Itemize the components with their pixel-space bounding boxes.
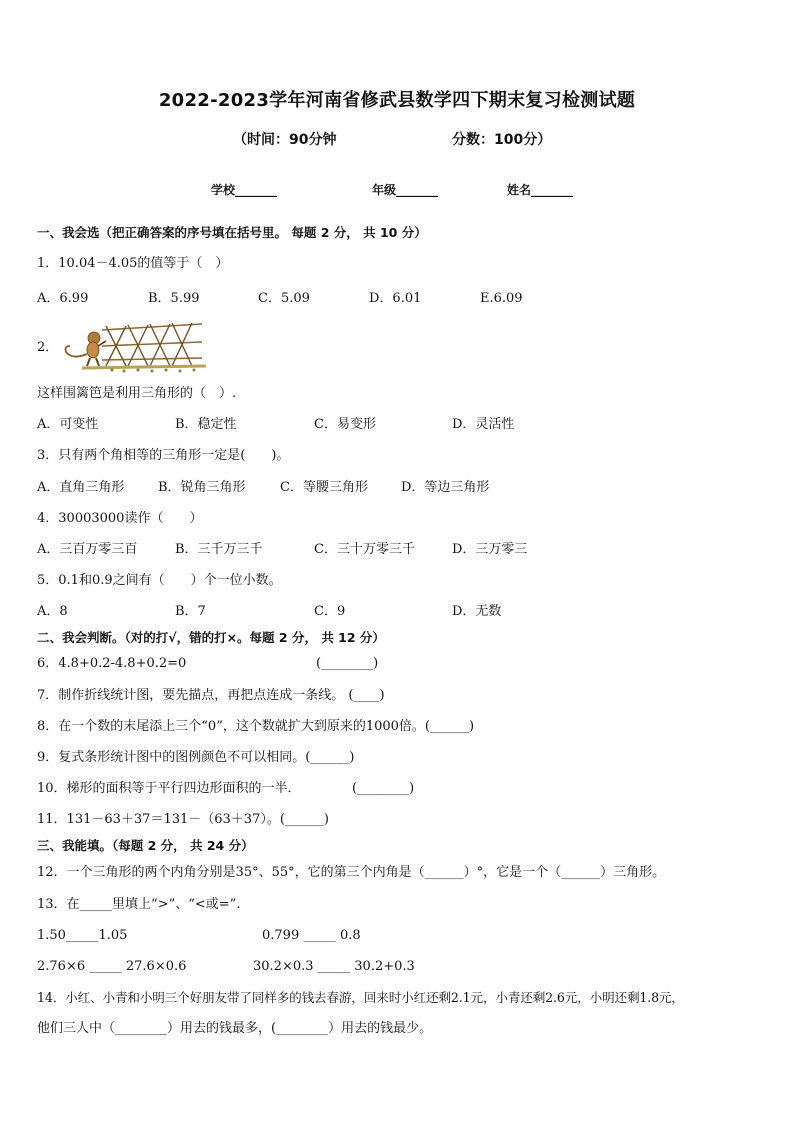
fence-illustration — [62, 316, 208, 374]
q5-option-c: C．9 — [314, 604, 346, 619]
q2-option-c: C．易变形 — [314, 417, 376, 432]
school-field[interactable]: 学校_______ — [211, 183, 278, 197]
q1-option-b: B．5.99 — [148, 291, 200, 306]
q2-option-b: B．稳定性 — [175, 417, 237, 432]
question-7: 7．制作折线统计图，要先描点，再把点连成一条线。 (____) — [37, 688, 385, 703]
q13-compare-3[interactable]: 2.76×6 _____ 27.6×0.6 — [37, 959, 187, 974]
q5-option-b: B．7 — [175, 604, 206, 619]
q5-option-d: D．无数 — [452, 604, 502, 619]
section-3-heading: 三、我能填。（每题 2 分， 共 24 分） — [37, 838, 254, 853]
question-10: 10．梯形的面积等于平行四边形面积的一半． — [37, 781, 301, 796]
question-6: 6．4.8+0.2-4.8+0.2=0 — [37, 656, 187, 671]
name-field[interactable]: 姓名_______ — [507, 183, 574, 197]
question-2: 这样围篱笆是利用三角形的（ ）. — [37, 386, 237, 401]
time-label: （时间：90分钟 — [233, 132, 337, 148]
q1-option-a: A．6.99 — [37, 291, 89, 306]
q3-option-a: A．直角三角形 — [37, 480, 125, 495]
question-12: 12．一个三角形的两个内角分别是35°、55°，它的第三个内角是（______）°，它是一个（______）三角形。 — [37, 865, 666, 880]
q10-answer-blank[interactable]: (________) — [352, 781, 415, 796]
q2-option-d: D．灵活性 — [452, 417, 515, 432]
q4-option-a: A．三百万零三百 — [37, 542, 138, 557]
section-1-heading: 一、我会选（把正确答案的序号填在括号里。 每题 2 分， 共 10 分） — [37, 225, 427, 240]
q13-compare-1[interactable]: 1.50_____1.05 — [37, 928, 128, 943]
section-2-heading: 二、我会判断。（对的打√，错的打×。每题 2 分， 共 12 分） — [37, 630, 385, 645]
q4-option-c: C．三十万零三千 — [314, 542, 415, 557]
q1-option-d: D．6.01 — [369, 291, 422, 306]
question-4: 4．30003000读作（ ） — [37, 511, 203, 526]
score-label: 分数：100分） — [452, 132, 552, 148]
q1-option-e: E.6.09 — [480, 291, 523, 306]
question-8: 8．在一个数的末尾添上三个“0”，这个数就扩大到原来的1000倍。(______) — [37, 719, 475, 734]
q1-option-c: C．5.09 — [258, 291, 310, 306]
q4-option-b: B．三千万三千 — [175, 542, 263, 557]
question-5: 5．0.1和0.9之间有（ ）个一位小数。 — [37, 573, 282, 588]
q5-option-a: A．8 — [37, 604, 68, 619]
question-9: 9．复式条形统计图中的图例颜色不可以相同。(______) — [37, 750, 355, 765]
grade-field[interactable]: 年级_______ — [372, 183, 439, 197]
question-3: 3．只有两个角相等的三角形一定是( )。 — [37, 448, 290, 463]
question-14-line-2: 他们三人中（________）用去的钱最多，(________）用去的钱最少。 — [37, 1021, 433, 1036]
q13-compare-2[interactable]: 0.799 _____ 0.8 — [262, 928, 361, 943]
q2-option-a: A．可变性 — [37, 417, 99, 432]
q4-option-d: D．三万零三 — [452, 542, 528, 557]
question-13: 13．在_____里填上“>”、“<或=”. — [37, 897, 241, 912]
q13-compare-4[interactable]: 30.2×0.3 _____ 30.2+0.3 — [253, 959, 415, 974]
q3-option-b: B．锐角三角形 — [158, 480, 246, 495]
q3-option-d: D．等边三角形 — [401, 480, 490, 495]
q3-option-c: C．等腰三角形 — [280, 480, 368, 495]
q6-answer-blank[interactable]: (________) — [316, 656, 379, 671]
question-2-number: 2． — [37, 340, 59, 355]
question-14-line-1: 14．小红、小青和小明三个好朋友带了同样多的钱去春游，回来时小红还剩2.1元，小青还剩2.6元，小明还剩1.8元， — [37, 990, 684, 1005]
question-1: 1．10.04－4.05的值等于（ ） — [37, 256, 229, 271]
page-title: 2022-2023学年河南省修武县数学四下期末复习检测试题 — [158, 90, 636, 111]
question-11: 11．131－63＋37＝131－（63＋37）。(______) — [37, 812, 329, 827]
